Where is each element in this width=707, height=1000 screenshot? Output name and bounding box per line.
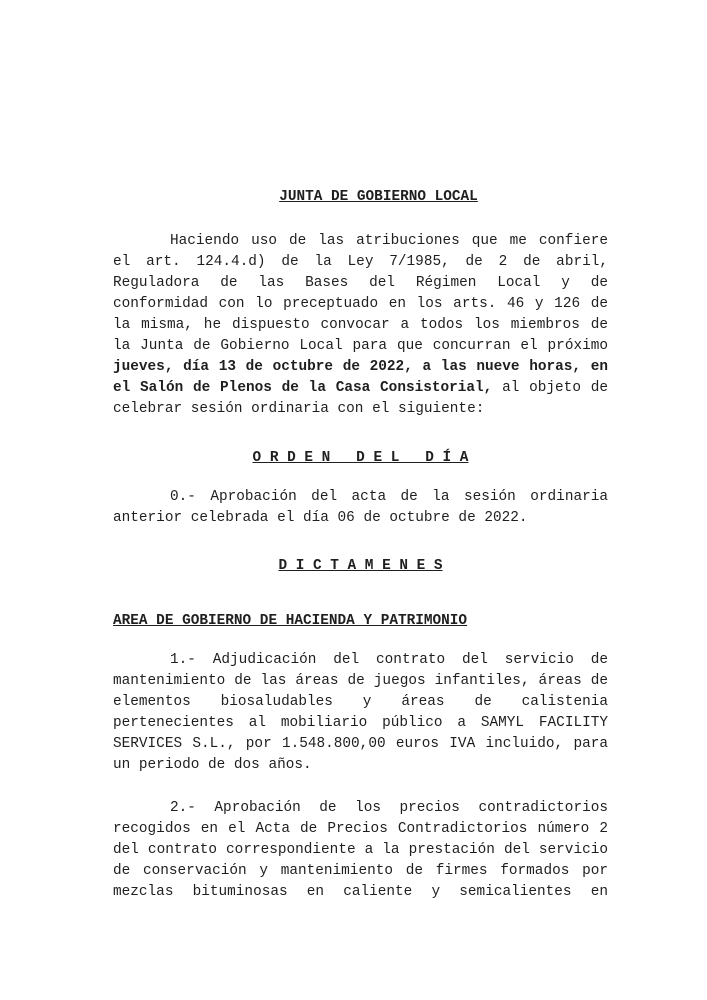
dictamenes-heading (113, 556, 608, 577)
document-title-text: JUNTA DE GOBIERNO LOCAL (279, 189, 478, 205)
orden-del-dia-heading (113, 448, 608, 469)
document-title (113, 187, 608, 208)
intro-text-after: al objeto de celebrar sesión ordinaria con el siguiente: (113, 380, 608, 417)
intro-paragraph (113, 231, 608, 420)
agenda-item-1: 1.- Adjudicación del contrato del servicio de mantenimiento de las áreas de juegos infantiles, áreas de elementos biosaludables y áreas de calistenia pertenecientes al mobiliario público a SAMYL FACILITY SERVICES S.L., por 1.548.800,00 euros IVA incluido, para un periodo de dos años. (113, 652, 608, 773)
area-gobierno-heading (113, 611, 608, 632)
agenda-item-0: 0.- Aprobación del acta de la sesión ordinaria anterior celebrada el día 06 de octubre de 2022. (113, 489, 608, 526)
orden-del-dia-heading-text: O R D E N D E L D Í A (252, 450, 469, 466)
dictamenes-heading-text: D I C T A M E N E S (278, 558, 443, 574)
session-datetime-location: jueves, día 13 de octubre de 2022, a las nueve horas, en el Salón de Plenos de la Casa Consistorial, (113, 359, 608, 396)
area-gobierno-heading-text: AREA DE GOBIERNO DE HACIENDA Y PATRIMONIO (113, 613, 468, 629)
intro-text-before: Haciendo uso de las atribuciones que me confiere el art. 124.4.d) de la Ley 7/1985, de 2 de abril, Reguladora de las Bases del Régimen Local y de conformidad con lo preceptuado en los arts. 46 y 126 de la misma, he dispuesto convocar a todos los miembros de la Junta de Gobierno Local para que concurran el próximo (113, 233, 608, 354)
agenda-item-2: 2.- Aprobación de los precios contradictorios recogidos en el Acta de Precios Contradictorios número 2 del contrato correspondiente a la prestación del servicio de conservación y mantenimiento de firmes formados por mezclas bituminosas en caliente y semicalientes en (113, 800, 608, 900)
